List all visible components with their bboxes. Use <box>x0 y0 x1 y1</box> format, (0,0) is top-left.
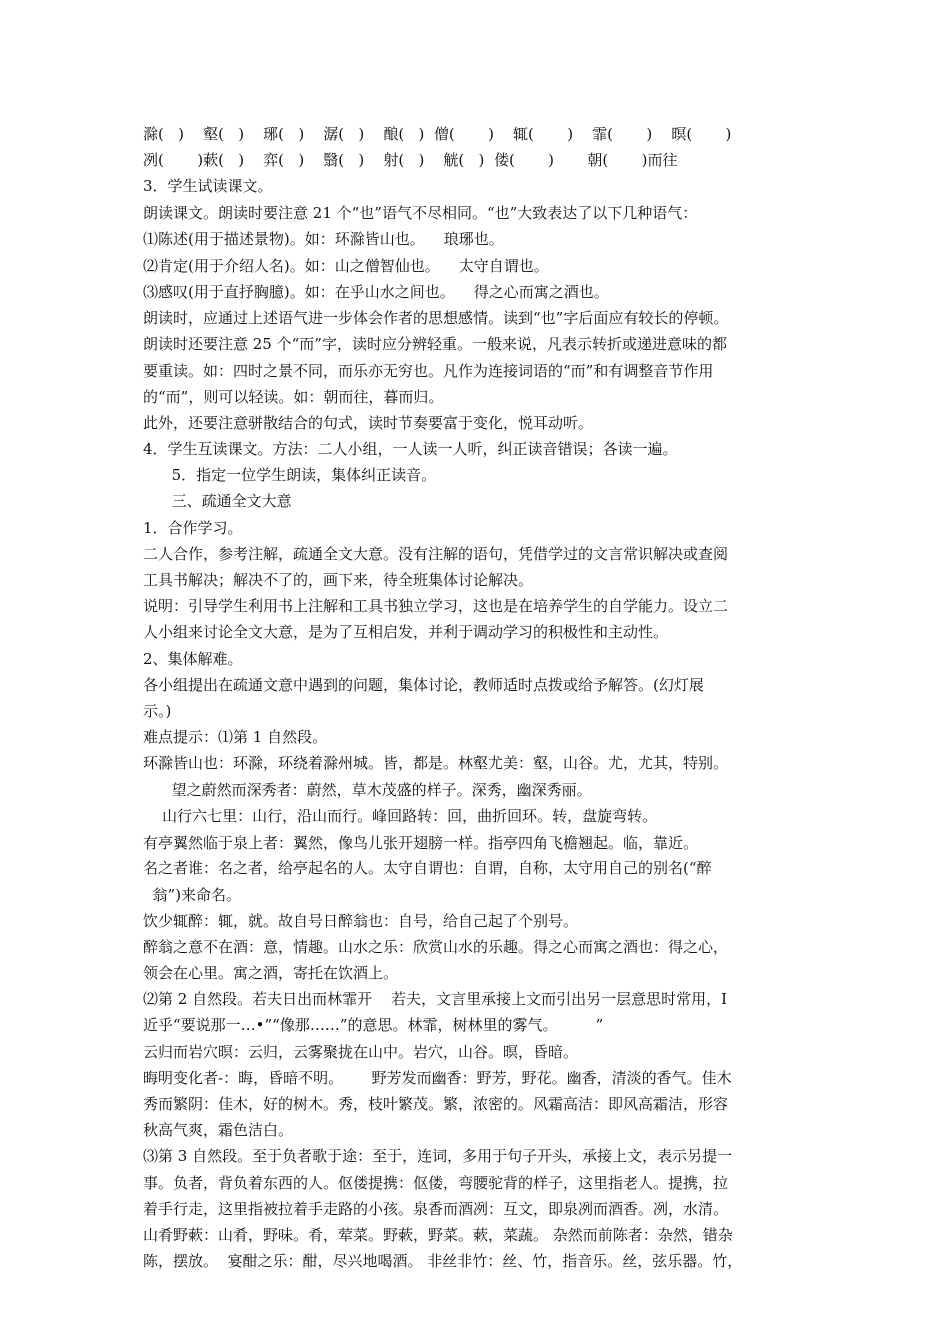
text-line: 此外，还要注意骈散结合的句式，读时节奏要富于变化，悦耳动听。 <box>143 414 594 432</box>
text-line: 工具书解决；解决不了的，画下来，待全班集体讨论解决。 <box>143 571 534 589</box>
text-line: 环滁皆山也：环滁，环绕着滁州城。皆，都是。林壑尤美：壑，山谷。尤，尤其，特别。 <box>143 754 729 772</box>
text-line: 山肴野蔌：山肴，野味。肴，荤菜。野蔌，野菜。蔌，菜蔬。 杂然而前陈者：杂然，错杂 <box>143 1226 733 1244</box>
text-line: 醉翁之意不在酒：意，情趣。山水之乐：欣赏山水的乐趣。得之心而寓之酒也：得之心， <box>143 938 729 956</box>
text-line: 陈，摆放。 宴酣之乐：酣，尽兴地喝酒。 非丝非竹：丝、竹，指音乐。丝，弦乐器。竹， <box>143 1252 743 1270</box>
text-line: 秋高气爽，霜色洁白。 <box>143 1121 294 1139</box>
text-line: 着手行走，这里指被拉着手走路的小孩。泉香而酒冽：互文，即泉冽而酒香。冽，水清。 <box>143 1200 729 1218</box>
text-line: 秀而繁阴：佳木，好的树木。秀，枝叶繁茂。繁，浓密的。风霜高洁：即风高霜洁，形容 <box>143 1095 729 1113</box>
text-line: 2、集体解难。 <box>143 650 243 668</box>
text-line: 领会在心里。寓之酒，寄托在饮酒上。 <box>143 964 399 982</box>
text-line: 饮少辄醉：辄，就。故自号日醉翁也：自号，给自己起了个别号。 <box>143 912 579 930</box>
text-line: 人小组来讨论全文大意，是为了互相启发，并利于调动学习的积极性和主动性。 <box>143 623 669 641</box>
text-line: 各小组提出在疏通文意中遇到的问题，集体讨论，教师适时点拨或给予解答。(幻灯展 <box>143 676 704 694</box>
text-line: 三、疏通全文大意 <box>143 492 292 510</box>
text-line: ⑵肯定(用于介绍人名)。如：山之僧智仙也。 太守自谓也。 <box>143 257 549 275</box>
text-line: 滁( ) 壑( ) 琊( ) 潺( ) 酿( ) 僧( ) 辄( ) 霏( ) 暝( ) <box>143 125 732 143</box>
text-line: 说明：引导学生利用书上注解和工具书独立学习，这也是在培养学生的自学能力。设立二 <box>143 597 729 615</box>
text-line: 朗读课文。朗读时要注意 21 个“也”语气不尽相同。“也”大致表达了以下几种语气： <box>143 204 698 222</box>
text-line: 云归而岩穴暝：云归，云雾聚拢在山中。岩穴，山谷。暝，昏暗。 <box>143 1043 579 1061</box>
text-line: ⑵第 2 自然段。若夫日出而林霏开 若夫，文言里承接上文而引出另一层意思时常用，I <box>143 990 728 1008</box>
text-line: 难点提示：⑴第 1 自然段。 <box>143 728 328 746</box>
text-line: 事。负者，背负着东西的人。伛偻提携：伛偻，弯腰驼背的样子，这里指老人。提携，拉 <box>143 1174 729 1192</box>
text-line: 望之蔚然而深秀者：蔚然，草木茂盛的样子。深秀，幽深秀丽。 <box>143 781 592 799</box>
text-line: ⑶第 3 自然段。至于负者歌于途：至于，连词，多用于句子开头，承接上文，表示另提一 <box>143 1147 733 1165</box>
text-line: 翁”)来命名。 <box>143 886 242 904</box>
text-line: 4．学生互读课文。方法：二人小组，一人读一人听，纠正读音错误；各读一遍。 <box>143 440 678 458</box>
text-line: 山行六七里：山行，沿山而行。峰回路转：回，曲折回环。转，盘旋弯转。 <box>143 807 658 825</box>
text-line: 要重读。如：四时之景不同，而乐亦无穷也。凡作为连接词语的“而”和有调整音节作用 <box>143 362 714 380</box>
text-line: 朗读时，应通过上述语气进一步体会作者的思想感情。读到“也”字后面应有较长的停顿。 <box>143 309 729 327</box>
text-line: 有亭翼然临于泉上者：翼然，像鸟儿张开翅膀一样。指亭四角飞檐翘起。临，靠近。 <box>143 834 699 852</box>
text-line: 朗读时还要注意 25 个“而”字，读时应分辨轻重。一般来说，凡表示转折或递进意味的都 <box>143 335 727 353</box>
text-line: 的“而”，则可以轻读。如：朝而往，暮而归。 <box>143 388 444 406</box>
text-line: 近乎“要说那一…•”“像那……”的意思。林霏，树林里的雾气。 ” <box>143 1016 604 1034</box>
text-line: 1．合作学习。 <box>143 519 243 537</box>
text-line: 晦明变化者-：晦，昏暗不明。 野芳发而幽香：野芳，野花。幽香，清淡的香气。佳木 <box>143 1069 732 1087</box>
text-line: 二人合作，参考注解，疏通全文大意。没有注解的语句，凭借学过的文言常识解决或查阅 <box>143 545 729 563</box>
text-line: 名之者谁：名之者，给亭起名的人。太守自谓也：自谓，自称，太守用自己的别名(“醉 <box>143 859 712 877</box>
text-line: ⑴陈述(用于描述景物)。如：环滁皆山也。 琅琊也。 <box>143 230 504 248</box>
text-line: 3．学生试读课文。 <box>143 177 273 195</box>
text-line: 冽( )蔌( ) 弈( ) 翳( ) 射( ) 觥( ) 偻( ) 朝( )而往 <box>143 151 678 169</box>
text-line: ⑶感叹(用于直抒胸臆)。如：在乎山水之间也。 得之心而寓之酒也。 <box>143 283 609 301</box>
text-line: 示。) <box>143 702 172 720</box>
text-line: 5．指定一位学生朗读，集体纠正读音。 <box>143 466 437 484</box>
